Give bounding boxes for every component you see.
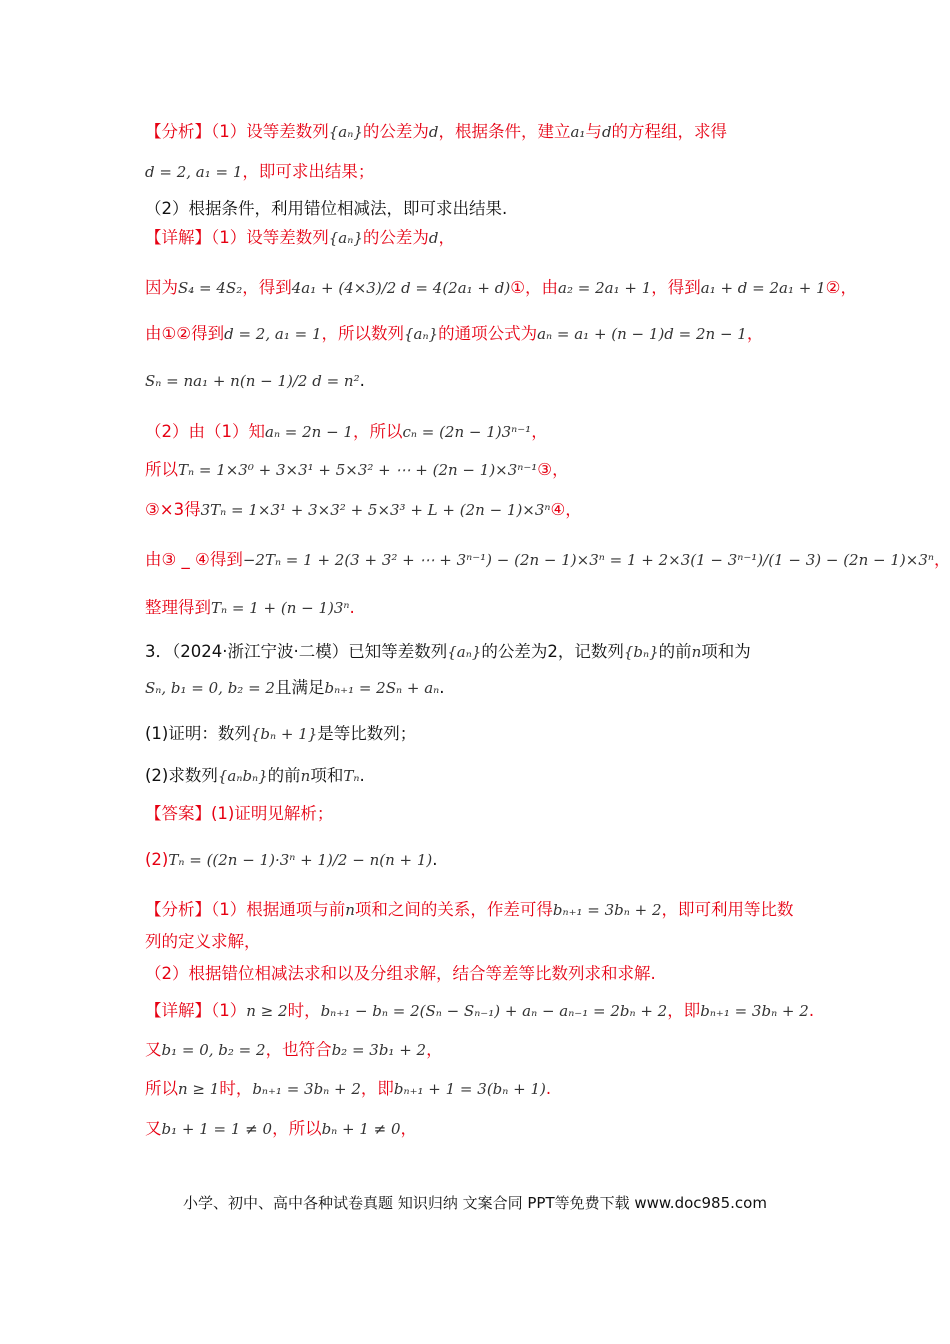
text-segment: 的公差为2，记数列: [481, 642, 624, 661]
text-line: [145, 722, 810, 746]
text-segment: 的公差为: [362, 122, 429, 141]
math-expression: d: [428, 123, 439, 141]
text-segment: ，所以: [272, 1119, 322, 1138]
math-expression: d = 2, a₁ = 1: [224, 325, 322, 343]
text-segment: 项和: [310, 766, 344, 785]
text-line: [145, 962, 810, 986]
text-segment: 所以: [145, 1079, 178, 1098]
math-expression: bₙ₊₁ − bₙ = 2(Sₙ − Sₙ₋₁) + aₙ − aₙ₋₁ = 2bₙ + 2: [320, 1002, 668, 1020]
text-segment: 的方程组，求得: [611, 122, 728, 141]
text-line: [145, 1117, 810, 1141]
math-expression: n ≥ 2: [246, 1002, 288, 1020]
text-segment: ，所以数列: [321, 324, 404, 343]
math-expression: b₁ = 0, b₂ = 2: [161, 1041, 266, 1059]
text-line: [145, 458, 810, 482]
text-segment: 【答案】(1)证明见解析；: [145, 804, 334, 823]
text-segment: 【分析】（1）根据通项与前: [145, 900, 346, 919]
text-segment: ，: [746, 324, 764, 343]
text-line: [145, 1038, 810, 1062]
text-line: [145, 276, 857, 300]
text-segment: ③×3得: [145, 500, 201, 519]
text-segment: 且满足: [274, 678, 325, 697]
text-line: [145, 596, 810, 620]
text-line: [145, 548, 950, 572]
math-expression: bₙ₊₁ + 1 = 3(bₙ + 1): [393, 1080, 546, 1098]
text-segment: 的通项公式为: [438, 324, 538, 343]
text-line: [145, 640, 810, 664]
math-expression: {bₙ}: [623, 643, 659, 661]
text-segment: (2): [145, 850, 169, 869]
math-expression: a₁ + d = 2a₁ + 1: [700, 279, 826, 297]
text-segment: ，即: [667, 1001, 701, 1020]
text-segment: ②，: [825, 278, 857, 297]
math-expression: n ≥ 1: [178, 1080, 220, 1098]
text-line: [145, 322, 810, 346]
math-expression: Sₙ = na₁ + n(n − 1)/2 d = n²: [145, 372, 360, 390]
text-segment: ，即可求出结果；: [242, 162, 375, 181]
text-line: [145, 226, 810, 250]
text-segment: 又: [145, 1119, 162, 1138]
math-expression: {aₙ}: [447, 643, 482, 661]
text-segment: 项和之间的关系，作差可得: [354, 900, 553, 919]
text-line: [145, 369, 810, 393]
math-expression: {aₙ}: [403, 325, 439, 343]
text-line: [145, 498, 810, 522]
text-segment: .: [349, 598, 355, 617]
math-expression: {aₙ}: [328, 229, 363, 247]
text-segment: ，即: [360, 1079, 394, 1098]
text-segment: .: [439, 678, 445, 697]
text-segment: (1)证明：数列: [145, 724, 251, 743]
text-line: [145, 898, 810, 922]
math-expression: b₁ + 1 = 1 ≠ 0: [161, 1120, 273, 1138]
text-segment: ③，: [537, 460, 569, 479]
math-expression: bₙ + 1 ≠ 0: [321, 1120, 401, 1138]
math-expression: {bₙ + 1}: [250, 725, 318, 743]
text-segment: ，即可利用等比数: [661, 900, 794, 919]
text-segment: 与: [585, 122, 602, 141]
text-segment: .: [808, 1001, 815, 1020]
math-expression: −2Tₙ = 1 + 2(3 + 3² + ⋯ + 3ⁿ⁻¹) − (2n − 1)×3ⁿ = 1 + 2×3(1 − 3ⁿ⁻¹)/(1 − 3) − (2n − 1)×3ⁿ: [242, 551, 934, 569]
text-segment: ，: [400, 1119, 418, 1138]
math-expression: S₄ = 4S₂: [178, 279, 243, 297]
text-segment: 时，: [219, 1079, 253, 1098]
page-footer: 小学、初中、高中各种试卷真题 知识归纳 文案合同 PPT等免费下载 www.doc985.com: [183, 1194, 767, 1212]
text-segment: ，得到: [242, 278, 292, 297]
text-segment: 因为: [145, 278, 178, 297]
text-line: [145, 160, 810, 184]
math-expression: bₙ₊₁ = 3bₙ + 2: [252, 1080, 361, 1098]
text-segment: 项和为: [701, 642, 751, 661]
math-expression: Tₙ = 1×3⁰ + 3×3¹ + 5×3² + ⋯ + (2n − 1)×3ⁿ⁻¹: [178, 461, 538, 479]
text-segment: .: [359, 766, 365, 785]
text-segment: ①，由: [510, 278, 559, 297]
math-expression: b₂ = 3b₁ + 2: [331, 1041, 427, 1059]
text-segment: 的前: [658, 642, 692, 661]
text-segment: 【分析】（1）设等差数列: [145, 122, 329, 141]
math-expression: aₙ = a₁ + (n − 1)d = 2n − 1: [537, 325, 747, 343]
text-line: [145, 999, 815, 1023]
math-expression: Tₙ = 1 + (n − 1)3ⁿ: [211, 599, 350, 617]
text-segment: ，所以: [352, 422, 403, 441]
math-expression: d: [601, 123, 612, 141]
text-segment: ，根据条件，建立: [438, 122, 571, 141]
text-line: [145, 1077, 810, 1101]
text-line: [145, 848, 810, 872]
math-expression: n: [300, 767, 311, 785]
math-expression: bₙ₊₁ = 3bₙ + 2: [552, 901, 662, 919]
math-expression: d = 2, a₁ = 1: [145, 163, 243, 181]
text-segment: 列的定义求解，: [145, 932, 261, 951]
text-segment: 又: [145, 1040, 162, 1059]
text-segment: ④，: [550, 500, 582, 519]
text-segment: 3．（2024·浙江宁波·二模）已知等差数列: [145, 642, 448, 661]
text-segment: ，: [531, 422, 548, 441]
math-expression: Tₙ = ((2n − 1)·3ⁿ + 1)/2 − n(n + 1): [168, 851, 433, 869]
text-segment: .: [432, 850, 438, 869]
text-segment: 是等比数列；: [317, 724, 417, 743]
math-expression: Sₙ, b₁ = 0, b₂ = 2: [145, 679, 275, 697]
text-segment: ，得到: [651, 278, 701, 297]
math-expression: Tₙ: [343, 767, 360, 785]
text-segment: 由①②得到: [145, 324, 225, 343]
text-segment: ，: [426, 1040, 443, 1059]
math-expression: n: [691, 643, 702, 661]
text-segment: 时，: [287, 1001, 321, 1020]
text-segment: 所以: [145, 460, 178, 479]
text-segment: 整理得到: [145, 598, 211, 617]
text-segment: ，: [438, 228, 455, 247]
text-segment: .: [359, 371, 365, 390]
text-segment: 由③ _ ④得到: [145, 550, 243, 569]
math-expression: a₁: [570, 123, 586, 141]
math-expression: n: [345, 901, 355, 919]
math-expression: bₙ₊₁ = 2Sₙ + aₙ: [324, 679, 440, 697]
math-expression: 4a₁ + (4×3)/2 d = 4(2a₁ + d): [291, 279, 511, 297]
math-expression: 3Tₙ = 1×3¹ + 3×3² + 5×3³ + L + (2n − 1)×3ⁿ: [200, 501, 551, 519]
math-expression: {aₙ}: [328, 123, 363, 141]
math-expression: {aₙbₙ}: [217, 767, 268, 785]
text-segment: (2)求数列: [145, 766, 218, 785]
math-expression: bₙ₊₁ = 3bₙ + 2: [700, 1002, 809, 1020]
text-line: [145, 120, 810, 144]
text-line: [145, 764, 810, 788]
text-line: [145, 802, 810, 826]
math-expression: d: [428, 229, 439, 247]
text-line: [145, 930, 810, 954]
text-segment: .: [545, 1079, 552, 1098]
text-segment: （2）根据错位相减法求和以及分组求解，结合等差等比数列求和求解.: [145, 964, 656, 983]
text-segment: 的公差为: [362, 228, 429, 247]
math-expression: cₙ = (2n − 1)3ⁿ⁻¹: [402, 423, 532, 441]
text-segment: ，也符合: [265, 1040, 332, 1059]
text-line: [145, 420, 810, 444]
math-expression: a₂ = 2a₁ + 1: [558, 279, 652, 297]
text-segment: 【详解】（1）设等差数列: [145, 228, 329, 247]
text-segment: （2）根据条件，利用错位相减法，即可求出结果.: [145, 199, 508, 218]
text-segment: （2）由（1）知: [145, 422, 265, 441]
text-segment: ，: [933, 550, 950, 569]
text-segment: 的前: [267, 766, 301, 785]
text-line: [145, 197, 810, 221]
text-segment: 【详解】（1）: [145, 1001, 247, 1020]
math-expression: aₙ = 2n − 1: [265, 423, 353, 441]
text-line: [145, 676, 810, 700]
